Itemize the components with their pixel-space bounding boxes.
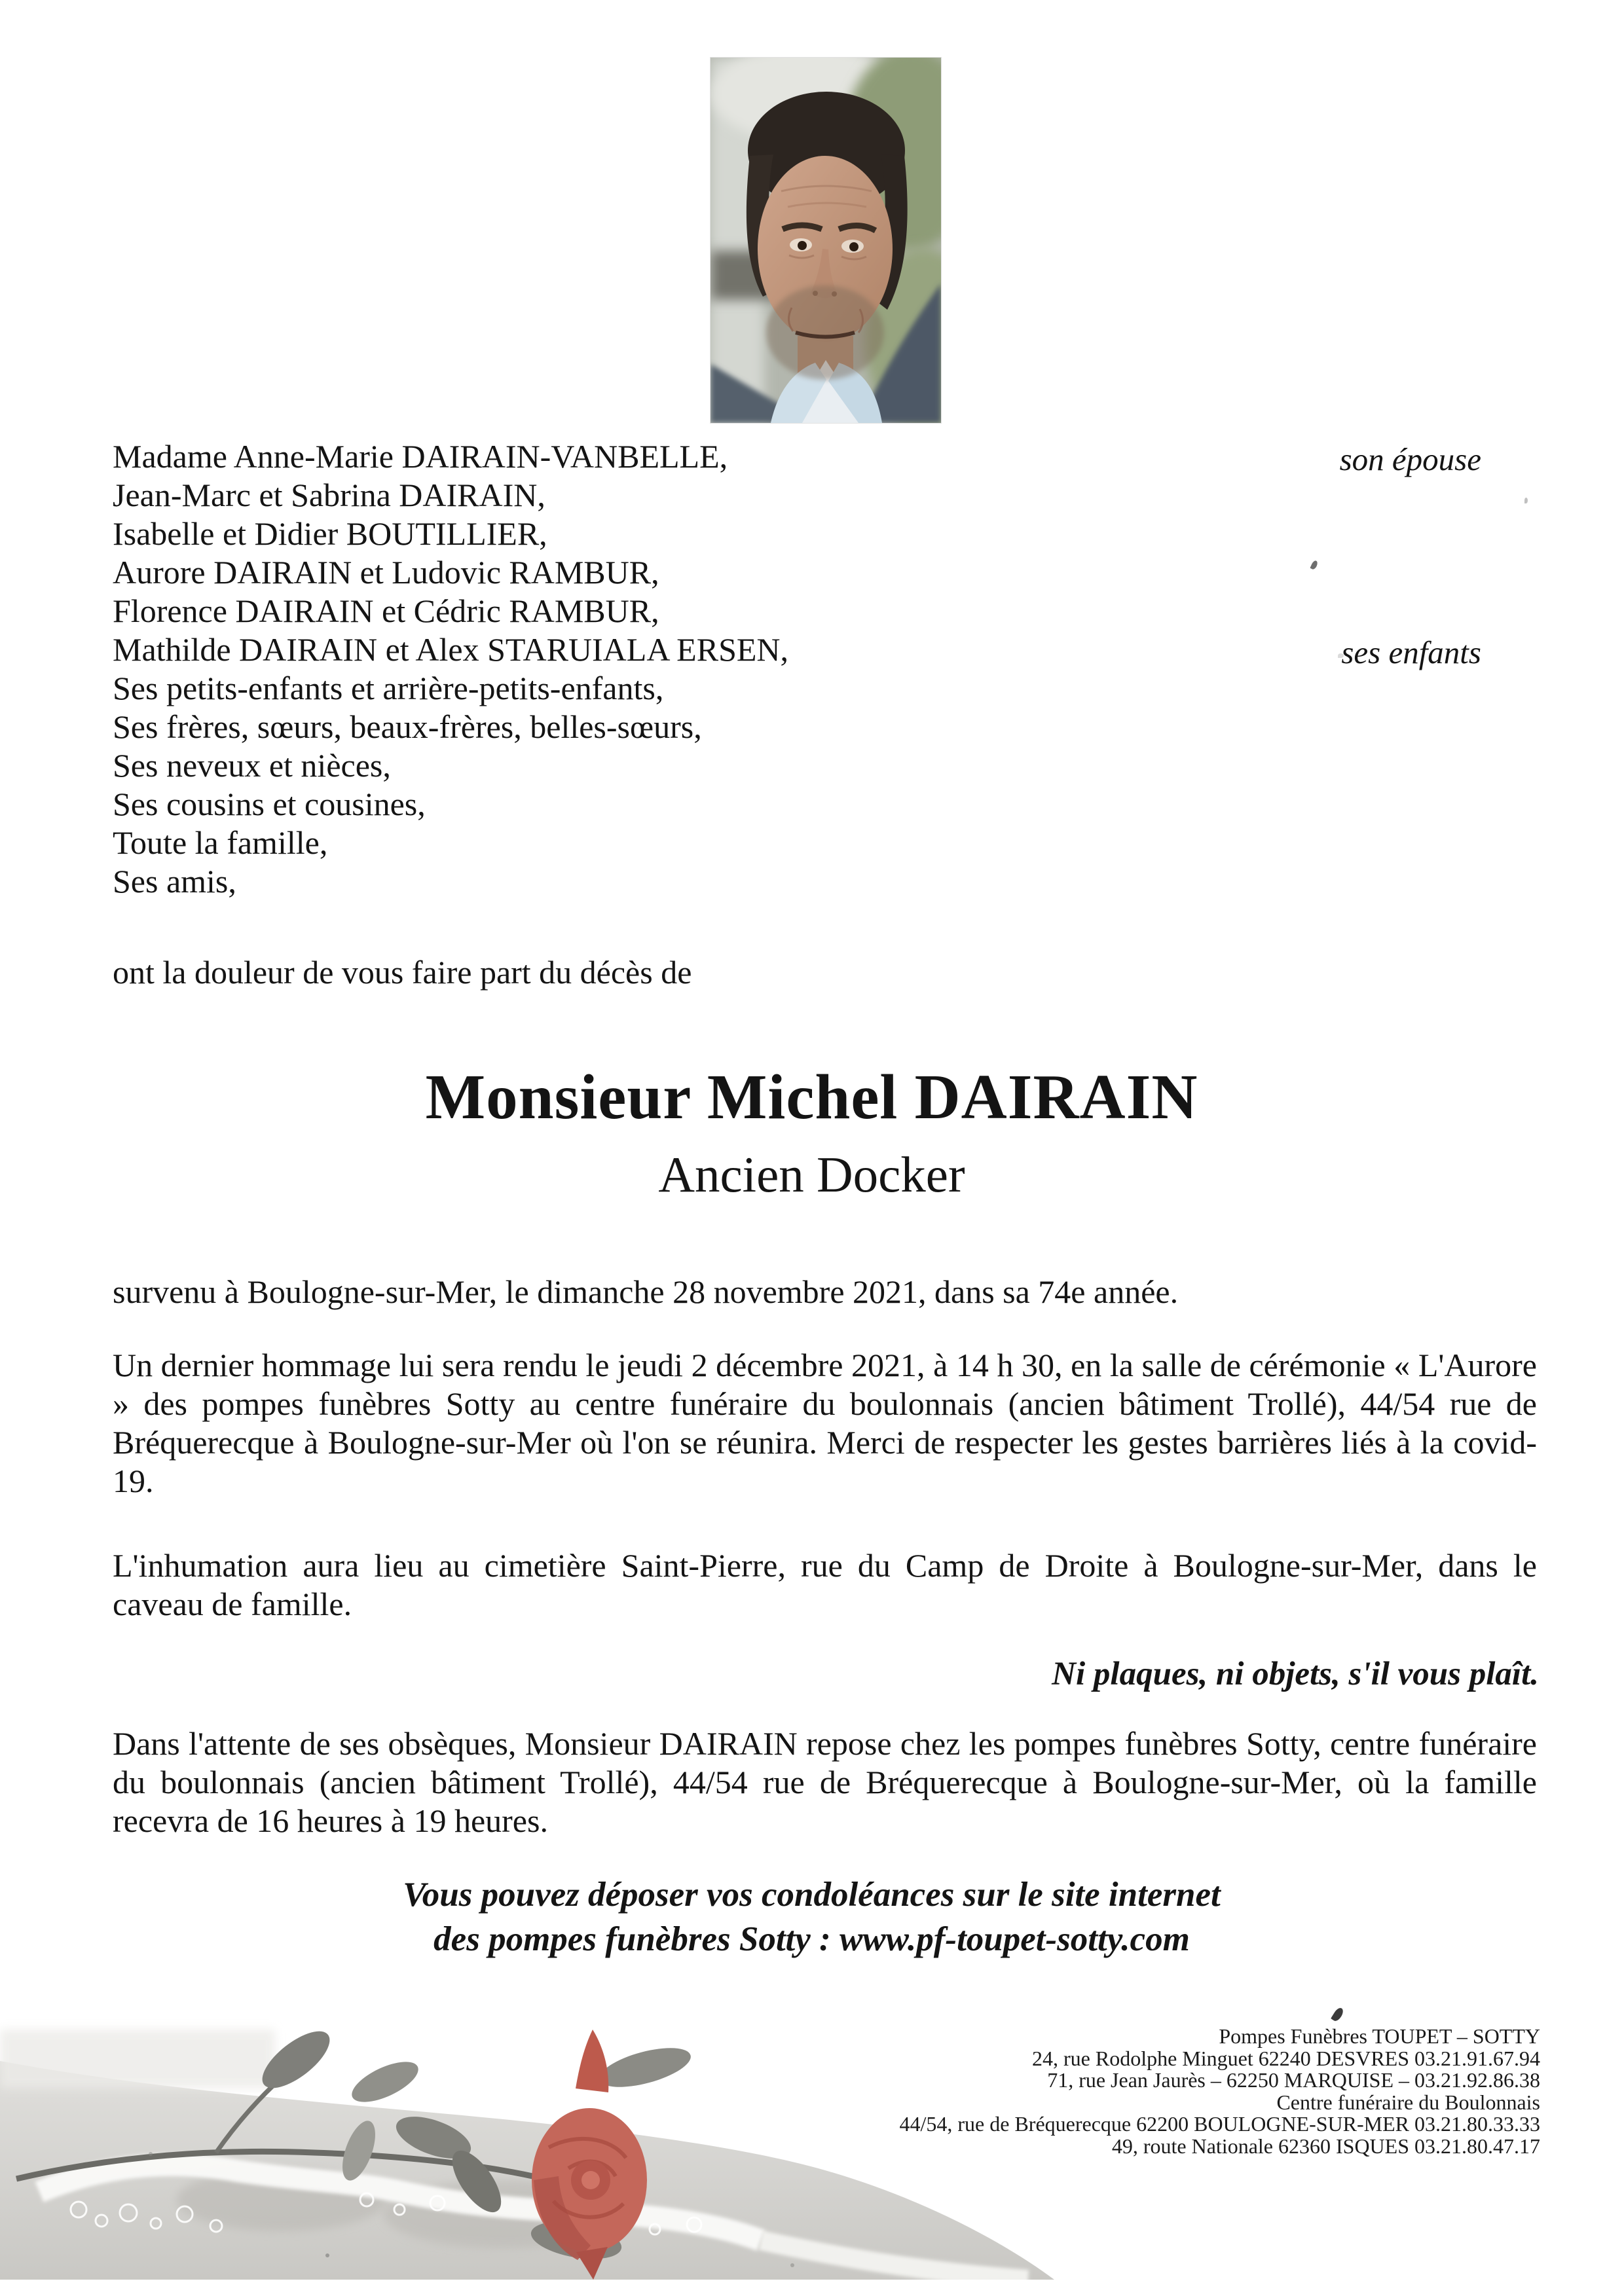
family-line: Mathilde DAIRAIN et Alex STARUIALA ERSEN, [113,631,789,668]
family-line: Jean-Marc et Sabrina DAIRAIN, [113,477,545,513]
rose-on-beach-art [0,1984,1126,2280]
footer-line: 49, route Nationale 62360 ISQUES 03.21.80.47.17 [1111,2134,1540,2158]
label-ses-enfants: ses enfants [1341,634,1481,670]
death-date-paragraph: survenu à Boulogne-sur-Mer, le dimanche 28 novembre 2021, dans sa 74e année. [113,1273,1179,1310]
family-line: Toute la famille, [113,824,328,861]
family-line: Madame Anne-Marie DAIRAIN-VANBELLE, [113,438,728,475]
family-line: Ses petits-enfants et arrière-petits-enfants, [113,670,664,706]
family-line: Ses amis, [113,863,236,900]
plea-line: Ni plaques, ni objets, s'il vous plaît. [1052,1656,1539,1692]
footer-line: 44/54, rue de Bréquerecque 62200 BOULOGNE-SUR-MER 03.21.80.33.33 [899,2112,1540,2136]
footer-line: Pompes Funèbres TOUPET – SOTTY [1219,2024,1540,2048]
family-line: Ses cousins et cousines, [113,786,426,822]
ceremony-paragraph: Un dernier hommage lui sera rendu le jeudi 2 décembre 2021, à 14 h 30, en la salle de cérémonie « L'Aurore » des pompes funèbres Sotty au centre funéraire du boulonnais (ancien bâtiment Trollé), 44/54 rue de Bréquerecque à Boulogne-sur-Mer où l'on se réunira. Merci de respecter les gestes barrières liés à la covid-19. [113,1347,1537,1499]
announcement-line: ont la douleur de vous faire part du décès de [113,954,692,991]
footer-line: 24, rue Rodolphe Minguet 62240 DESVRES 03.21.91.67.94 [1032,2046,1540,2070]
burial-paragraph: L'inhumation aura lieu au cimetière Saint-Pierre, rue du Camp de Droite à Boulogne-sur-Mer, dans le caveau de famille. [113,1547,1537,1622]
family-line: Ses frères, sœurs, beaux-frères, belles-sœurs, [113,708,702,745]
family-line: Ses neveux et nièces, [113,747,391,784]
portrait-photo [710,58,941,423]
condolences-line-2: des pompes funèbres Sotty : www.pf-toupet-sotty.com [434,1920,1190,1958]
scan-speck [1331,2006,1345,2022]
family-line: Aurore DAIRAIN et Ludovic RAMBUR, [113,554,659,591]
family-list [113,437,788,901]
rose-on-beach-image [0,1984,1126,2280]
footer-line: Centre funéraire du Boulonnais [1276,2090,1540,2114]
portrait-photo-art [710,58,941,423]
label-son-epouse: son épouse [1339,441,1481,477]
scan-speck [1338,653,1344,658]
scan-speck [1310,560,1318,570]
repose-paragraph: Dans l'attente de ses obsèques, Monsieur DAIRAIN repose chez les pompes funèbres Sotty, centre funéraire du boulonnais (ancien bâtiment Trollé), 44/54 rue de Bréquerecque à Boulogne-sur-Mer, où la famille recevra de 16 heures à 19 heures. [113,1725,1537,1839]
deceased-occupation: Ancien Docker [658,1146,965,1203]
condolences-line-1: Vous pouvez déposer vos condoléances sur le site internet [403,1876,1221,1914]
footer-line: 71, rue Jean Jaurès – 62250 MARQUISE – 03.21.92.86.38 [1047,2068,1540,2092]
family-line: Isabelle et Didier BOUTILLIER, [113,515,547,552]
family-line: Florence DAIRAIN et Cédric RAMBUR, [113,592,659,629]
deceased-name: Monsieur Michel DAIRAIN [425,1062,1198,1132]
scan-speck [1524,498,1528,503]
